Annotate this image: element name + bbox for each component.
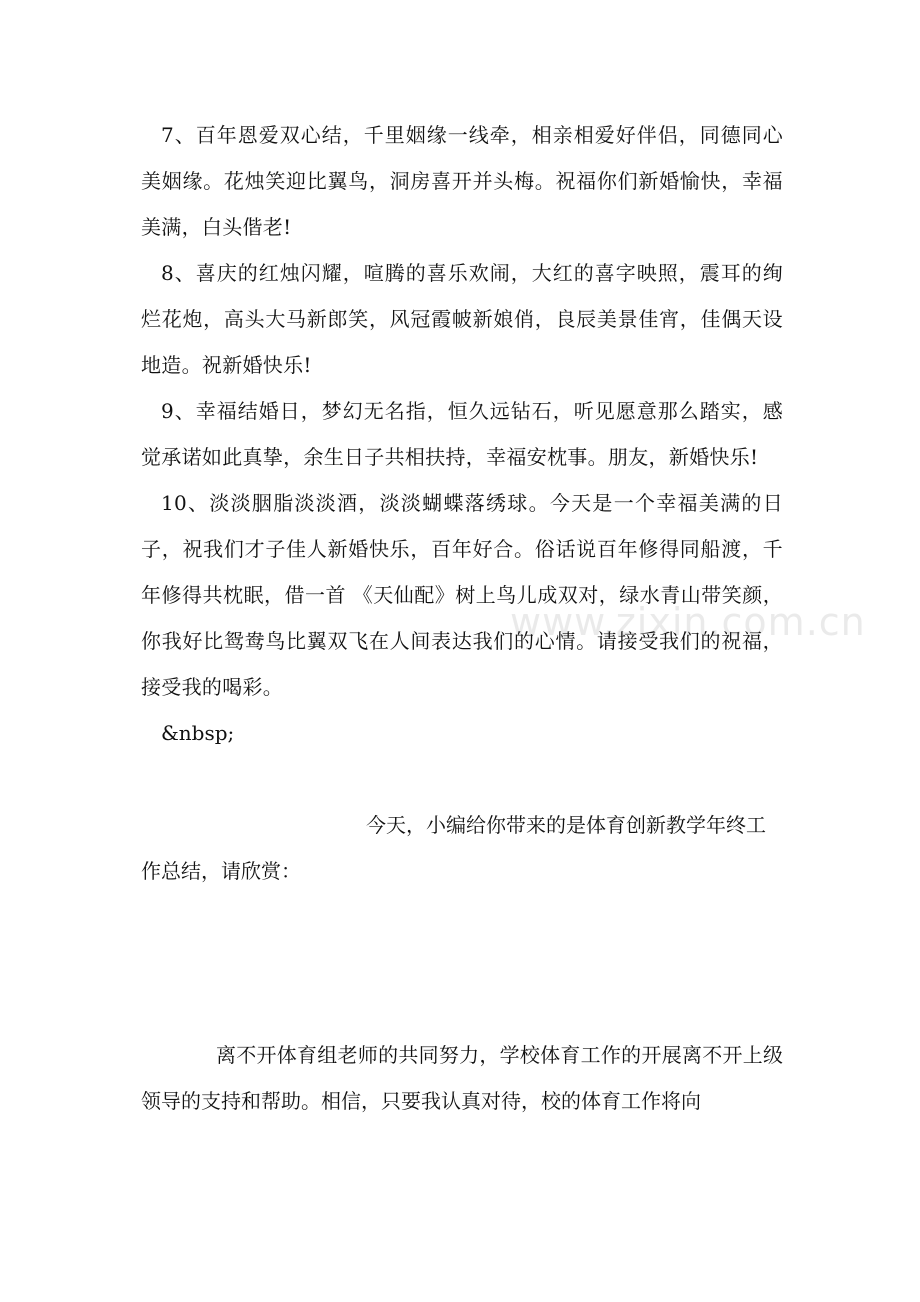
spacer	[141, 756, 783, 802]
spacer	[141, 894, 783, 1032]
watermark: www.zixin.com.cn	[510, 600, 866, 644]
intro-paragraph: 今天，小编给你带来的是体育创新教学年终工作总结，请欣赏：	[141, 813, 766, 883]
paragraph-7: 7、百年恩爱双心结，千里姻缘一线牵，相亲相爱好伴侣，同德同心美姻缘。花烛笑迎比翼鸟，洞房喜开并头梅。祝福你们新婚愉快，幸福美满，白头偕老!	[141, 123, 783, 239]
paragraph-9: 9、幸福结婚日，梦幻无名指，恒久远钻石，听见愿意那么踏实，感觉承诺如此真挚，余生日子共相扶持，幸福安枕事。朋友，新婚快乐!	[141, 399, 783, 469]
document-page	[141, 112, 783, 1124]
summary-paragraph: 离不开体育组老师的共同努力，学校体育工作的开展离不开上级领导的支持和帮助。相信，只要我认真对待，校的体育工作将向	[141, 1043, 783, 1113]
paragraph-8: 8、喜庆的红烛闪耀，喧腾的喜乐欢闹，大红的喜字映照，震耳的绚烂花炮，高头大马新郎笑，风冠霞帔新娘俏，良辰美景佳宵，佳偶天设地造。祝新婚快乐!	[141, 261, 783, 377]
paragraph-10: 10、淡淡胭脂淡淡酒，淡淡蝴蝶落绣球。今天是一个幸福美满的日子，祝我们才子佳人新婚快乐，百年好合。俗话说百年修得同船渡，千年修得共枕眠，借一首 《天仙配》树上鸟儿成双对，绿水青山带笑颜，你我好比鸳鸯鸟比翼双飞在人间表达我们的心情。请接受我们的祝福，接受我的喝彩。	[141, 491, 783, 699]
nbsp-line: &nbsp;	[161, 721, 235, 745]
